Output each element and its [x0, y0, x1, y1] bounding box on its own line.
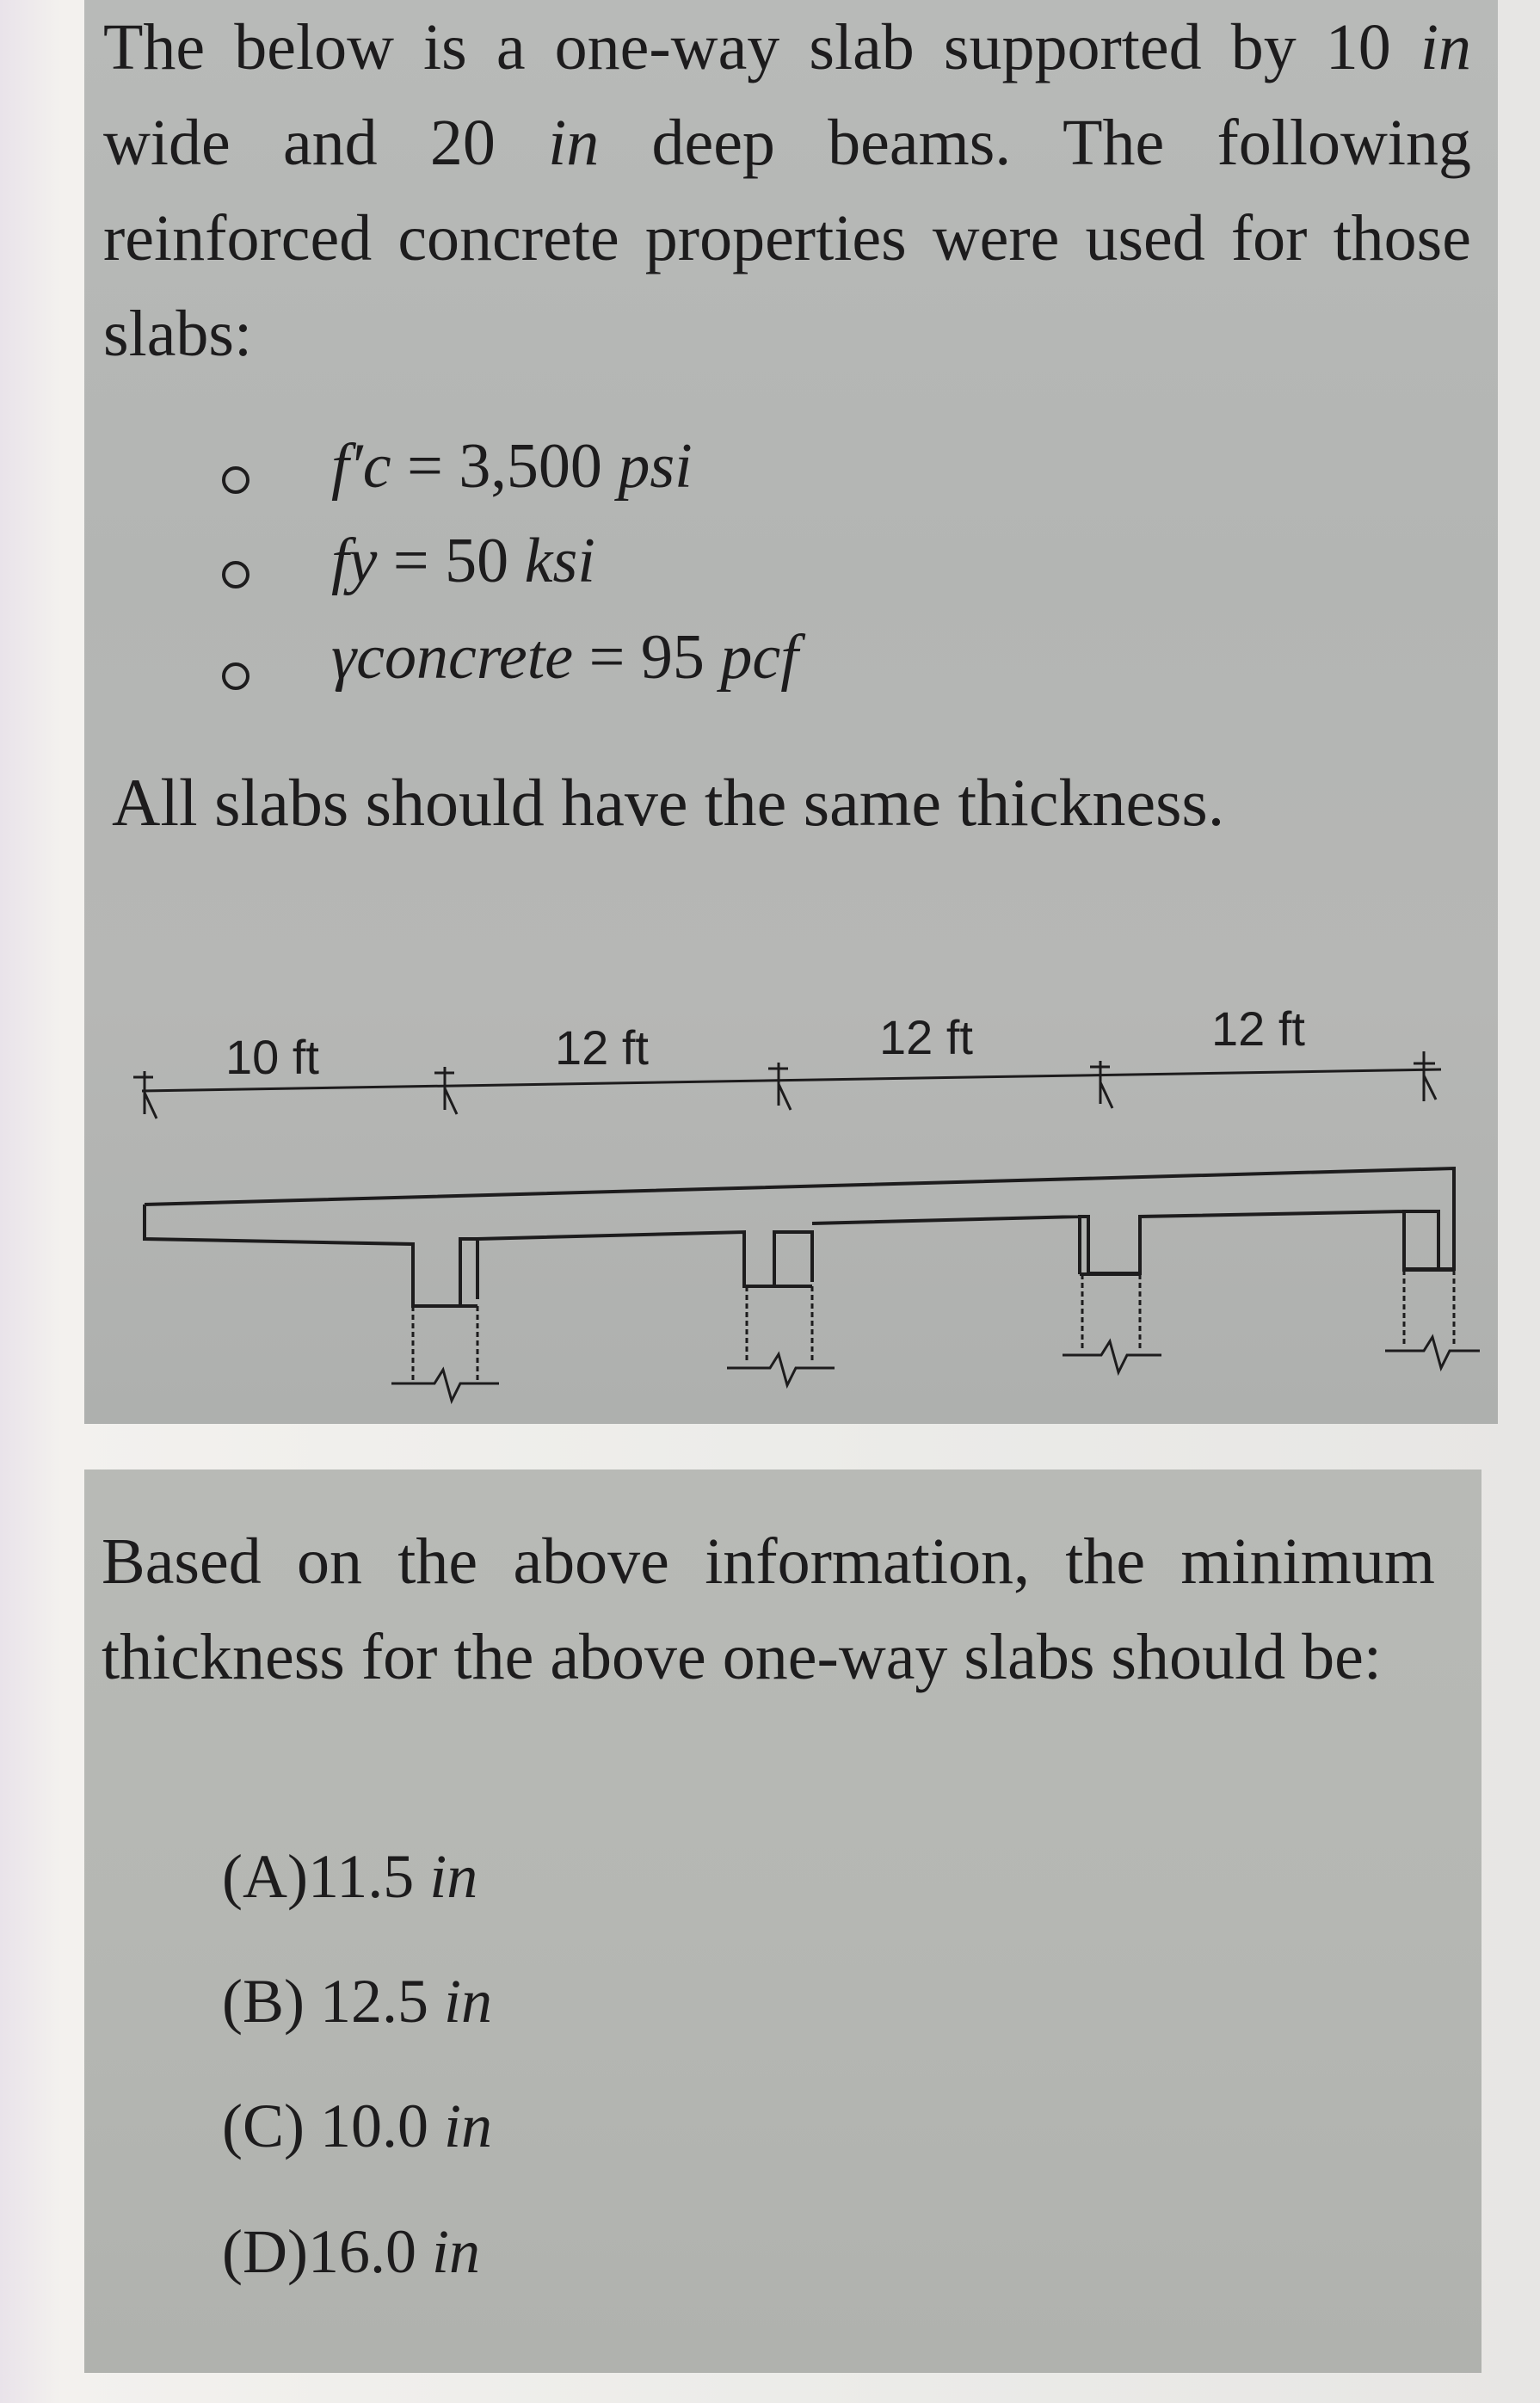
- break-line: [391, 1370, 499, 1401]
- option-value: 12.5: [319, 1967, 428, 2036]
- property-value: = 3,500: [407, 431, 602, 502]
- option-unit: in: [443, 2092, 492, 2160]
- break-line: [1063, 1341, 1161, 1372]
- beam-width-value: 10: [1325, 11, 1391, 83]
- span-label: 12 ft: [1211, 1001, 1305, 1056]
- dimension-line: [142, 1069, 1441, 1091]
- option-unit: in: [443, 1967, 492, 2036]
- property-unit: pcf: [720, 622, 798, 693]
- intro-text-1: The below is a one-way slab supported by: [103, 11, 1297, 83]
- property-unit: ksi: [524, 526, 595, 596]
- property-symbol: f′c: [331, 431, 391, 502]
- support-tick: [434, 1067, 457, 1114]
- span-label: 12 ft: [555, 1020, 649, 1075]
- option-letter: (C): [222, 2092, 305, 2160]
- option-letter: (A): [222, 1842, 308, 1911]
- option-value: 10.0: [319, 2092, 428, 2160]
- property-symbol: fy: [331, 526, 378, 596]
- beam-depth-unit: in: [548, 107, 600, 179]
- question-text: Based on the above information, the minimum thickness for the above one-way slabs should be:: [102, 1525, 1435, 1693]
- support-tick: [133, 1071, 157, 1118]
- column-stub: [747, 1286, 812, 1364]
- option-a[interactable]: [222, 1841, 477, 1913]
- option-unit: in: [431, 2217, 480, 2286]
- option-d[interactable]: [222, 2216, 480, 2288]
- column-stub: [1082, 1274, 1140, 1351]
- support-tick: [1414, 1051, 1436, 1101]
- span-label: 10 ft: [225, 1030, 319, 1084]
- option-b[interactable]: [222, 1966, 492, 2037]
- break-line: [1385, 1337, 1480, 1368]
- span-label: 12 ft: [879, 1010, 973, 1064]
- break-line: [727, 1354, 835, 1385]
- support-tick: [1090, 1061, 1112, 1108]
- property-value: = 50: [392, 526, 509, 596]
- same-thickness-note: All slabs should have the same thickness.: [112, 765, 1225, 840]
- option-value: 16.0: [307, 2217, 416, 2286]
- column-stub: [1404, 1270, 1454, 1346]
- property-unit: psi: [618, 431, 693, 502]
- beam-width-unit: in: [1420, 11, 1472, 83]
- option-letter: (B): [222, 1967, 305, 2036]
- option-c[interactable]: [222, 2091, 492, 2162]
- intro-text-2: wide and: [103, 107, 378, 179]
- intro-text-3: deep beams. The following reinforced concrete properties were used for those slabs:: [103, 107, 1472, 370]
- option-value: 11.5: [307, 1842, 415, 1911]
- property-symbol: γconcrete: [331, 622, 574, 693]
- beam-depth-value: 20: [429, 107, 496, 179]
- option-unit: in: [429, 1842, 478, 1911]
- column-stub: [413, 1306, 477, 1381]
- support-tick: [768, 1063, 791, 1110]
- option-letter: (D): [222, 2217, 308, 2286]
- property-value: = 95: [588, 622, 705, 693]
